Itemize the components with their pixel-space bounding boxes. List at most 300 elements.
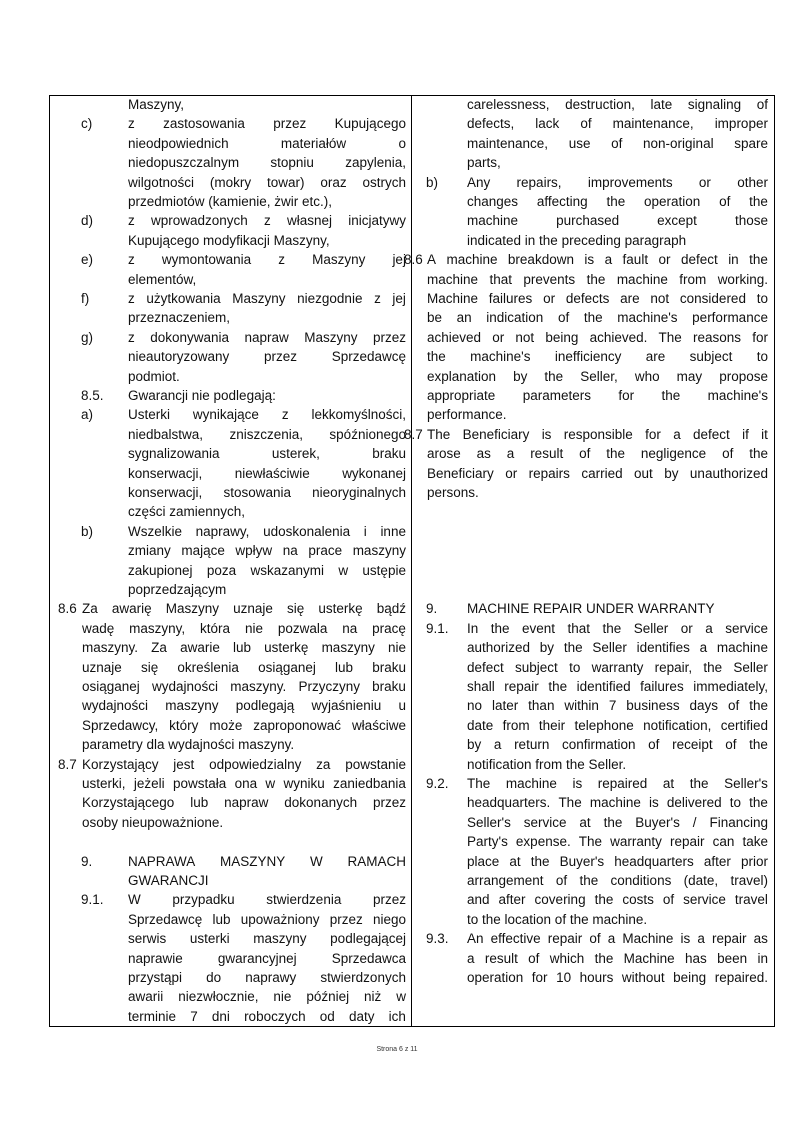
word: w [396, 989, 406, 1005]
word: właściwe [351, 717, 406, 733]
word: defect [680, 252, 718, 268]
word: terminie [128, 1008, 177, 1024]
word: własnej [286, 213, 332, 229]
word: przystąpi [128, 970, 183, 985]
word: ich [388, 1008, 406, 1024]
word: ustępie [362, 562, 406, 578]
word: the [606, 194, 626, 209]
word: stosowania [223, 485, 291, 500]
clause-number: c) [81, 116, 93, 132]
word: mające [181, 543, 225, 559]
clause-text [427, 349, 768, 365]
word: maintenance, [467, 135, 549, 151]
clause-text [128, 466, 406, 482]
word: service [725, 620, 768, 636]
word: Za [151, 640, 167, 656]
clause-number: d) [81, 213, 94, 229]
word: the [594, 950, 614, 966]
word: defects, [467, 116, 515, 132]
word: maszyny, [129, 620, 186, 636]
word: wilgotności [128, 174, 195, 190]
clause-text [128, 252, 406, 268]
word: of [728, 698, 740, 714]
word: usterki [189, 931, 230, 947]
word: breakdown [507, 252, 574, 268]
word: later [491, 698, 519, 714]
word: machine's [707, 388, 768, 403]
word: a [607, 931, 616, 947]
word: late [650, 97, 673, 112]
clause-text [128, 427, 406, 443]
page-number: Strona 6 z 11 [376, 1046, 418, 1053]
word: of [580, 116, 592, 132]
translation-table [49, 95, 775, 1027]
word: gwarancyjnej [217, 950, 297, 966]
word: the [606, 446, 625, 462]
word: maszyny. [82, 640, 139, 656]
word: udoskonalenia [263, 523, 351, 539]
word: repaired. [714, 970, 768, 985]
polish-column [56, 96, 406, 1026]
word: machine [589, 795, 641, 811]
word: osiąganej [82, 679, 140, 694]
word: dokonywania [150, 329, 230, 345]
word: prace [308, 543, 343, 559]
word: stopniu [270, 155, 314, 171]
word: wyniku [283, 776, 325, 791]
word: operation [644, 194, 701, 209]
word: o [398, 135, 406, 151]
word: Maszyny [232, 291, 286, 306]
clause-text: podmiot. [128, 368, 180, 384]
word: by [664, 465, 679, 481]
clause-text [467, 815, 768, 831]
clause-text [128, 892, 406, 908]
word: a [493, 737, 502, 753]
word: operation [467, 970, 524, 985]
word: destruction, [565, 97, 635, 112]
word: repairs [528, 465, 570, 481]
word: sygnalizowania [128, 446, 220, 462]
clause-number: 9. [81, 853, 93, 869]
word: awarii [128, 989, 164, 1005]
word: za [316, 756, 331, 772]
word: to [756, 349, 768, 365]
word: Machine [623, 950, 675, 966]
word: failures [640, 679, 684, 694]
clause-number: 8.5. [81, 388, 104, 403]
word: machine [616, 271, 668, 287]
word: braku [372, 446, 406, 462]
word: usterek, [271, 446, 320, 462]
word: the [749, 795, 768, 811]
word: the [749, 737, 768, 753]
word: without [621, 970, 665, 985]
clause-number: 8.6 [58, 601, 77, 617]
clause-text [128, 543, 406, 559]
word: the [544, 368, 564, 384]
word: usterkę [318, 601, 363, 617]
clause-text [82, 640, 406, 656]
word: improper [714, 116, 768, 132]
word: Maszyny [165, 601, 219, 617]
word: certified [720, 717, 768, 733]
word: oraz [320, 174, 347, 190]
word: delivered [666, 795, 722, 811]
clause-text [128, 951, 406, 967]
word: for [752, 329, 768, 345]
word: z [128, 213, 135, 229]
word: the [594, 892, 614, 908]
word: spóźnionego [329, 426, 406, 442]
word: being [545, 329, 579, 345]
word: repair [712, 931, 747, 947]
word: wskazanymi [250, 562, 325, 578]
word: for [531, 970, 548, 985]
word: by [539, 640, 555, 656]
clause-text [128, 155, 406, 171]
word: the [689, 776, 709, 791]
clause-number: b) [426, 174, 439, 190]
clause-text: notification from the Seller. [467, 756, 627, 772]
clause-text [427, 466, 768, 482]
word: zaniedbania [333, 776, 406, 791]
word: The [658, 329, 682, 345]
clause-text: osoby nieupoważnione. [82, 814, 224, 830]
clause-text [128, 291, 406, 307]
clause-text [467, 892, 768, 908]
word: from [679, 271, 707, 287]
word: Usterki [128, 407, 171, 423]
word: materiałów [280, 135, 347, 151]
word: niewłaściwie [234, 465, 310, 481]
word: Przyczyny [298, 679, 360, 694]
clause-text [467, 873, 768, 889]
clause-text [128, 970, 406, 986]
word: costs [622, 892, 654, 908]
word: Seller [592, 640, 627, 656]
word: of [648, 737, 660, 753]
word: in [757, 950, 768, 966]
word: improvements [587, 174, 673, 190]
word: maszyny [321, 640, 375, 656]
word: a [467, 950, 475, 966]
word: stwierdzonych [320, 970, 406, 985]
word: been [717, 950, 748, 966]
clause-text: Gwarancji nie podlegają: [128, 388, 276, 403]
word: other [737, 174, 768, 190]
clause-text [467, 834, 768, 850]
word: zakupionej [128, 562, 193, 578]
word: na [282, 543, 298, 559]
word: expense. [515, 834, 571, 850]
word: pozwala [277, 620, 328, 636]
word: nieodpowiednich [128, 135, 229, 151]
word: and [467, 892, 490, 908]
word: osiąganej [258, 659, 316, 675]
word: non-original [643, 135, 714, 151]
word: pracę [372, 620, 406, 636]
word: telephone [574, 717, 634, 733]
word: RAMACH [347, 853, 406, 869]
word: place [467, 853, 500, 869]
word: repair [547, 931, 583, 947]
word: Seller, [580, 368, 618, 384]
word: identifies [636, 640, 690, 656]
word: maszyny [165, 698, 219, 714]
word: nie [387, 640, 406, 656]
word: lack [535, 116, 560, 132]
word: Buyer's [635, 814, 680, 830]
word: or [492, 329, 505, 345]
word: an [456, 310, 472, 326]
word: headquarters [614, 853, 694, 869]
word: napraw [224, 795, 269, 811]
word: subject [689, 349, 733, 365]
clause-text [467, 776, 768, 792]
word: no [467, 698, 483, 714]
clause-text [128, 116, 406, 132]
word: Seller's [724, 776, 768, 791]
word: powstanie [345, 756, 406, 772]
word: niezgodnie [297, 291, 363, 306]
word: or [658, 252, 671, 268]
clause-text: przedmiotów (kamienie, żwir etc.), [128, 194, 333, 209]
word: event [521, 620, 556, 636]
word: wynikające [192, 407, 259, 423]
word: z [128, 252, 135, 268]
word: wyjaśnieniu [311, 698, 382, 714]
word: return [514, 737, 550, 753]
word: those [734, 213, 768, 229]
clause-text [128, 563, 406, 579]
word: travel [734, 892, 768, 908]
word: being [673, 970, 707, 985]
word: the [602, 620, 622, 636]
word: for [618, 388, 635, 403]
word: repairs, [516, 174, 562, 190]
word: service [683, 892, 726, 908]
word: (date, [683, 873, 719, 888]
word: of [662, 892, 675, 908]
word: fault [622, 252, 649, 268]
word: the [603, 814, 623, 830]
word: machine's [470, 349, 531, 365]
word: responsible [563, 426, 633, 442]
word: of [725, 737, 737, 753]
word: braku [372, 679, 406, 694]
word: wadę [82, 620, 115, 636]
clause-number: 9.3. [426, 931, 449, 947]
word: / [692, 814, 697, 830]
clause-text [82, 679, 406, 695]
word: notification, [643, 717, 712, 733]
word: the [703, 659, 723, 675]
word: prior [740, 853, 768, 869]
clause-number: b) [81, 523, 94, 539]
word: the [427, 349, 446, 365]
word: the [586, 271, 606, 287]
word: immediately, [693, 679, 768, 694]
word: maszyny [253, 931, 307, 947]
word: the [749, 252, 768, 268]
word: Buyer's [559, 853, 605, 869]
word: bądź [376, 601, 406, 617]
word: inicjatywy [348, 213, 406, 229]
word: w [265, 776, 276, 791]
word: result [530, 446, 564, 462]
word: affecting [536, 194, 588, 209]
word: repair [504, 679, 539, 694]
word: dokonanych [284, 795, 358, 811]
clause-text [128, 446, 406, 462]
clause-text [467, 795, 768, 811]
clause-number: g) [81, 329, 94, 345]
column-divider [411, 96, 412, 1026]
clause-text [467, 737, 768, 753]
clause-text [467, 213, 768, 229]
word: lub [232, 640, 251, 656]
word: stwierdzenia [266, 892, 342, 908]
word: naprawy, [195, 523, 250, 539]
word: Korzystający [82, 756, 159, 772]
clause-text [467, 931, 768, 947]
word: jest [173, 756, 195, 772]
word: A [427, 252, 437, 268]
word: Korzystającego [82, 795, 175, 811]
word: ona [234, 776, 258, 791]
clause-text [467, 854, 768, 870]
word: jej [392, 291, 406, 306]
word: usterki, [82, 776, 126, 791]
clause-number: a) [81, 407, 94, 423]
word: of [611, 135, 623, 151]
word: identified [576, 679, 631, 694]
clause-text [128, 931, 406, 947]
word: Beneficiary [462, 426, 530, 442]
word: a [697, 931, 705, 947]
word: after [498, 892, 526, 908]
clause-text [427, 310, 768, 326]
clause-text [128, 330, 406, 346]
word: to [569, 659, 581, 675]
word: nieoryginalnych [312, 485, 406, 500]
word: travel) [730, 873, 768, 888]
word: powstała [172, 776, 227, 791]
word: przez [329, 911, 363, 927]
word: the [749, 698, 768, 714]
word: podlegają [235, 698, 295, 714]
word: arrangement [467, 873, 544, 888]
clause-text [427, 291, 768, 307]
clause-text: części zamiennych, [128, 504, 246, 520]
word: z [264, 213, 271, 229]
word: NAPRAWA [128, 853, 196, 869]
word: of [557, 310, 570, 326]
word: Seller [633, 620, 669, 636]
word: covering [534, 892, 586, 908]
word: as [476, 446, 491, 462]
word: defects [565, 291, 610, 306]
word: machine [467, 213, 519, 229]
word: W [310, 853, 323, 869]
word: konserwacji, [128, 485, 203, 500]
word: working. [717, 271, 768, 287]
clause-text [128, 854, 406, 870]
word: considered [679, 291, 746, 306]
word: parameters [522, 388, 591, 403]
word: a [506, 446, 515, 462]
word: has [685, 950, 707, 966]
word: within [564, 698, 599, 714]
clause-text [467, 136, 768, 152]
word: z [128, 291, 135, 306]
word: if [742, 426, 749, 442]
word: service [523, 814, 567, 830]
word: the [583, 310, 603, 326]
word: confirmation [561, 737, 636, 753]
word: a [699, 640, 708, 656]
word: może [209, 717, 243, 733]
word: maszyny [352, 543, 406, 559]
word: to [756, 291, 768, 306]
clause-text: parametry dla wydajności maszyny. [82, 737, 295, 753]
clause-text [467, 679, 768, 695]
clause-text [467, 718, 768, 734]
clause-text [467, 621, 768, 637]
word: signaling [687, 97, 742, 112]
clause-text [82, 757, 406, 773]
word: Sprzedawca [331, 950, 406, 966]
word: is [680, 931, 691, 947]
clause-text [467, 97, 768, 113]
word: result [484, 950, 518, 966]
word: nie [244, 620, 263, 636]
word: upoważniony [240, 911, 320, 927]
word: niezwłocznie, [178, 989, 259, 1005]
word: their [538, 717, 566, 733]
word: z [374, 291, 381, 306]
word: indication [486, 310, 544, 326]
word: that [489, 271, 512, 287]
clause-text [427, 427, 768, 443]
word: of [579, 446, 591, 462]
word: defect [693, 426, 730, 442]
clause-text [467, 640, 768, 656]
word: changes [467, 194, 519, 209]
word: daty [348, 1008, 375, 1024]
word: zmiany [128, 543, 171, 559]
clause-number: 8.6 [404, 252, 423, 268]
word: Kupującego [334, 116, 406, 132]
word: się [286, 601, 305, 617]
word: naprawie [128, 950, 183, 966]
word: the [563, 640, 583, 656]
clause-text [427, 446, 768, 462]
word: wydajności [152, 679, 219, 694]
word: carelessness, [467, 97, 550, 112]
word: at [509, 853, 521, 869]
word: a [673, 426, 681, 442]
clause-text [82, 601, 406, 617]
word: is [541, 426, 552, 442]
word: Sprzedawcy, [82, 717, 159, 733]
word: wykonanej [342, 465, 406, 481]
word: of [555, 873, 568, 888]
word: Any [467, 174, 491, 190]
word: przez [372, 892, 406, 908]
word: use [568, 135, 591, 151]
